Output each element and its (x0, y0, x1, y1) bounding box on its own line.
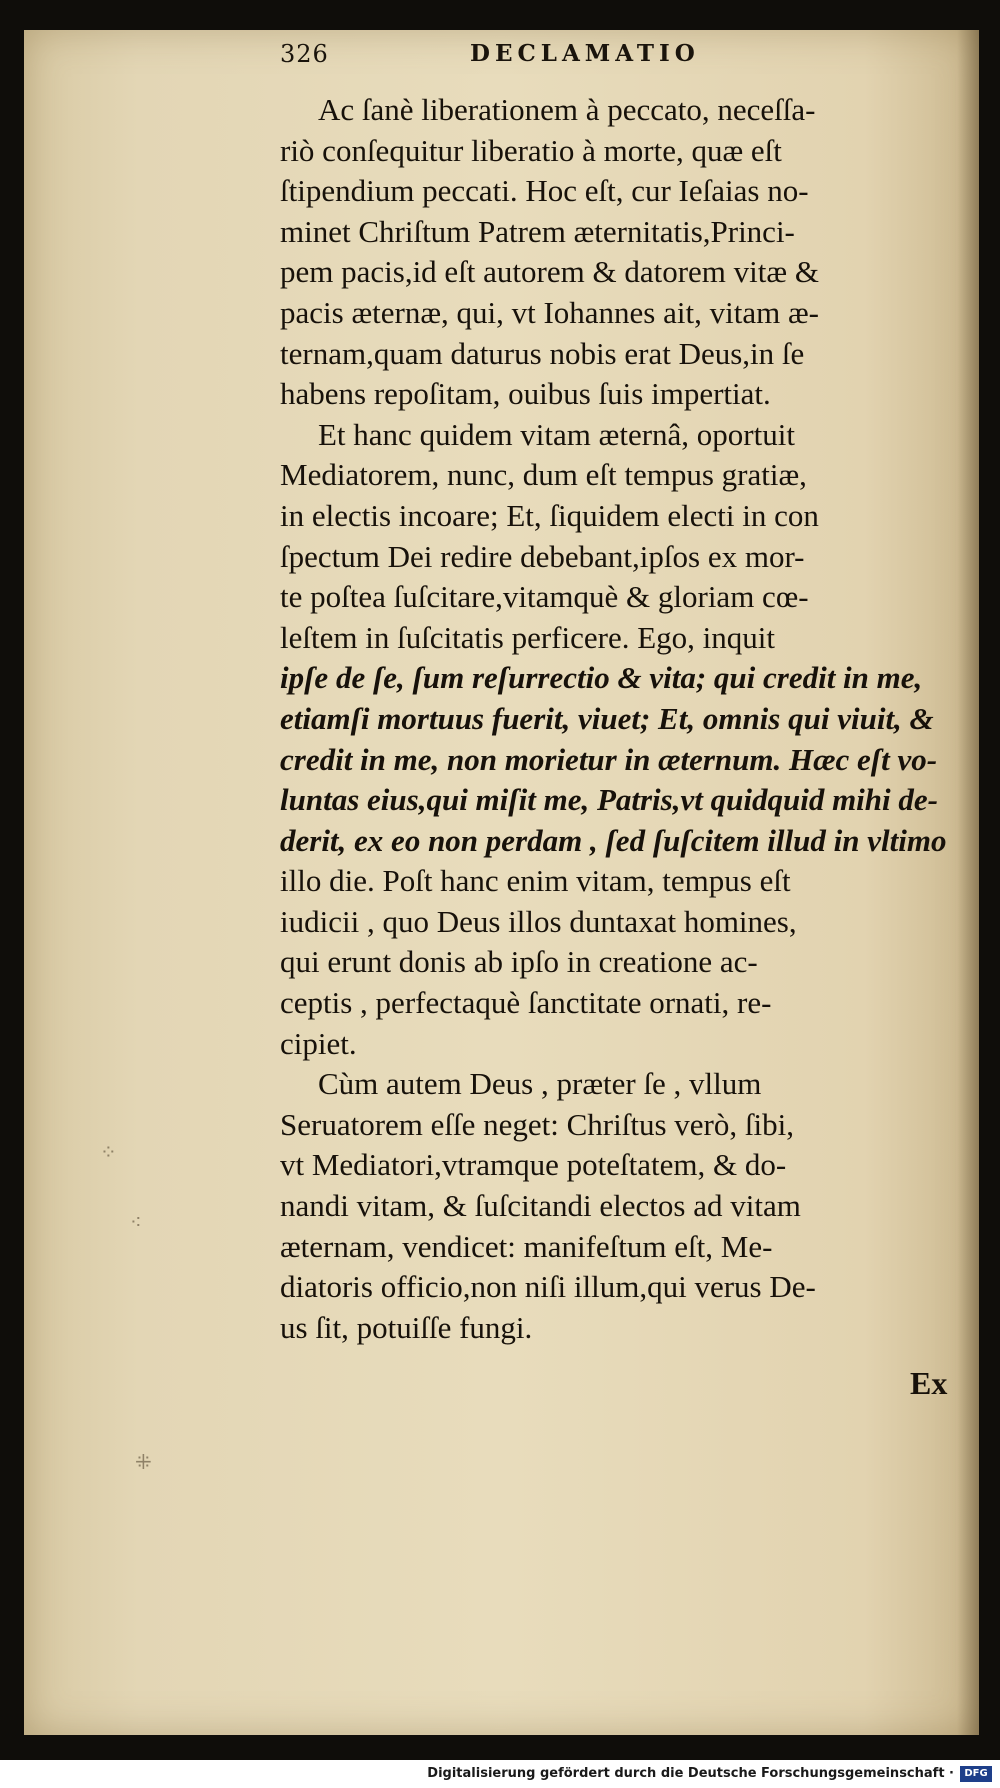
text-line: us ſit, potuiſſe fungi. (280, 1309, 533, 1345)
text-line: pacis æternæ, qui, vt Iohannes ait, vitam æ- (280, 294, 819, 330)
text-line: ceptis , perfectaquè ſanctitate ornati, re- (280, 985, 772, 1021)
page-number: 326 (280, 40, 329, 68)
funding-credit: Digitalisierung gefördert durch die Deutsche Forschungsgemeinschaft · (427, 1766, 954, 1781)
paragraph-3 (280, 1064, 970, 1348)
ink-smudge: ⁖ (130, 1210, 142, 1234)
body-text (280, 90, 970, 1348)
text-line: Mediatorem, nunc, dum eſt tempus gratiæ, (280, 457, 807, 493)
text-line: leſtem in ſuſcitatis perficere. Ego, inquit (280, 619, 775, 655)
paragraph-1 (280, 90, 970, 415)
text-line-italic: derit, ex eo non perdam , ſed ſuſcitem illud in vltimo (280, 822, 947, 858)
text-line-italic: etiamſi mortuus fuerit, viuet; Et, omnis qui viuit, & (280, 700, 934, 736)
text-line: in electis incoare; Et, ſiquidem electi in con (280, 497, 819, 533)
text-line: nandi vitam, & ſuſcitandi electos ad vitam (280, 1188, 801, 1224)
text-line: Ac ſanè liberationem à peccato, neceſſa- (318, 92, 816, 127)
text-line: diatoris officio,non niſi illum,qui verus De- (280, 1269, 816, 1305)
text-line: ſpectum Dei redire debebant,ipſos ex mor- (280, 538, 805, 574)
text-line: ſtipendium peccati. Hoc eſt, cur Ieſaias no- (280, 173, 809, 209)
text-line: minet Chriſtum Patrem æternitatis,Princi- (280, 213, 795, 249)
text-line: Seruatorem eſſe neget: Chriſtus verò, ſibi, (280, 1106, 794, 1142)
text-line: Et hanc quidem vitam æternâ, oportuit (318, 416, 795, 452)
footer-bar (0, 1760, 1000, 1788)
text-line: cipiet. (280, 1025, 357, 1061)
catchword: Ex (910, 1365, 948, 1401)
ink-smudge: ⁘ (100, 1140, 117, 1164)
text-line: riò conſequitur liberatio à morte, quæ eſt (280, 132, 782, 168)
text-line: habens repoſitam, ouibus ſuis impertiat. (280, 376, 771, 412)
text-line: iudicii , quo Deus illos duntaxat homines, (280, 903, 797, 939)
text-line: ternam,quam daturus nobis erat Deus,in ſe (280, 335, 805, 371)
text-line: qui erunt donis ab ipſo in creatione ac- (280, 944, 758, 980)
text-line-italic: credit in me, non morietur in æternum. Hæc eſt vo- (280, 741, 938, 777)
text-line: pem pacis,id eſt autorem & datorem vitæ & (280, 254, 819, 290)
text-line-italic: ipſe de ſe, ſum reſurrectio & vita; qui credit in me, (280, 660, 923, 696)
paragraph-2 (280, 415, 970, 1065)
ink-smudge: ⁜ (135, 1450, 152, 1474)
text-line: vt Mediatori,vtramque poteſtatem, & do- (280, 1147, 787, 1183)
text-line: Cùm autem Deus , præter ſe , vllum (318, 1066, 762, 1102)
dfg-logo: DFG (960, 1766, 992, 1782)
running-title: DECLAMATIO (470, 40, 700, 67)
text-line: te poſtea ſuſcitare,vitamquè & gloriam cœ- (280, 579, 809, 615)
text-line: illo die. Poſt hanc enim vitam, tempus eſt (280, 863, 791, 899)
text-line: æternam, vendicet: manifeſtum eſt, Me- (280, 1228, 773, 1264)
text-line-italic: luntas eius,qui miſit me, Patris,vt quidquid mihi de- (280, 782, 938, 818)
